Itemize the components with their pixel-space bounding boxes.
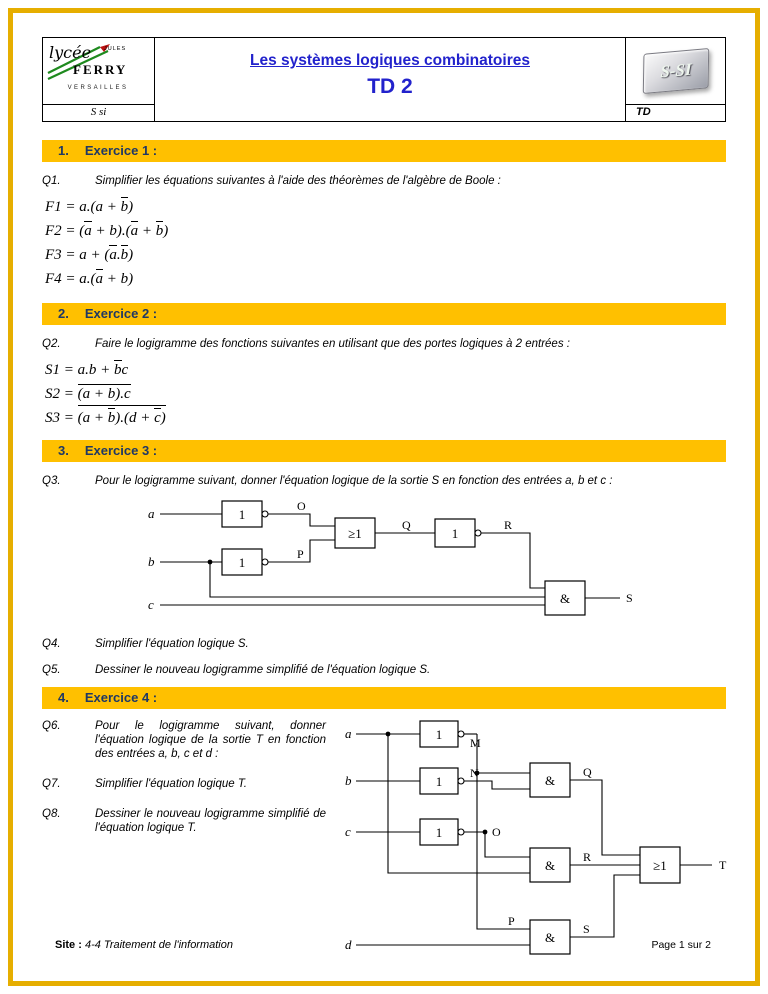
logo-city-text: VERSAILLES [67,85,129,91]
question-text: Faire le logigramme des fonctions suivantes en utilisant que des portes logiques à 2 entrées : [95,338,570,350]
question-text: Simplifier l'équation logique T. [95,778,247,790]
question-q1 [42,174,726,188]
equation: S1 = a.b + bc [45,362,129,378]
logo-ferry-text: FERRY [73,62,128,77]
overline-bar: a [130,223,139,239]
equation: F3 = a + (a.b) [45,247,134,263]
equation: F2 = (a + b).(a + b) [45,223,169,239]
section-number: 2. [58,306,69,321]
inverter-bubble [262,511,268,517]
node-label-n: N [470,766,479,780]
overline-bar: b [107,410,116,426]
node-label-q: Q [583,765,592,779]
exercise4-logigramme [326,719,740,967]
question-q6 [42,719,326,761]
question-label: Q8. [42,808,61,820]
question-q4 [42,637,726,651]
gate-symbol-and: & [544,773,556,788]
question-q5 [42,663,726,677]
overline-bar: b [114,362,122,378]
equation-list-exercise2 [45,358,726,430]
page-number: Page 1 sur 2 [651,939,711,951]
node-label-r: R [504,518,513,532]
overline-bar: a [109,247,117,263]
gate-symbol-and: & [544,858,556,873]
node-label-r: R [583,850,592,864]
gate-symbol-not: 1 [238,555,246,570]
gate-symbol-or: ≥1 [348,526,362,541]
gate-symbol-not: 1 [435,774,443,789]
section-number: 4. [58,690,69,705]
footer-site [55,939,233,951]
document-subtitle: TD 2 [367,75,413,98]
logic-diagram-2 [340,719,740,967]
gate-symbol-or: ≥1 [653,858,667,873]
node-label-o: O [297,499,306,513]
question-label: Q7. [42,778,61,790]
junction-dot [208,560,213,565]
question-text: Pour le logigramme suivant, donner l'équation logique de la sortie S en fonction des entrées a, b et c : [95,475,613,487]
inverter-bubble [262,559,268,565]
header-right-subcell: TD [626,104,725,121]
header-logo-cell [43,38,155,121]
node-label-t: T [719,858,727,872]
section-title: Exercice 2 : [84,306,158,321]
equation: F1 = a.(a + b) [45,199,134,215]
ssi-badge-area [626,38,725,104]
footer-site-label: Site : [55,939,82,951]
question-q2 [42,337,726,351]
exercise-1 [42,140,726,291]
header-badge-cell [625,38,725,121]
school-logo [43,38,154,104]
question-label: Q2. [42,338,61,350]
section-number: 1. [58,143,69,158]
question-text: Pour le logigramme suivant, donner l'équation logique de la sortie T en fonction des entrées a, b, c et d : [95,720,326,760]
logo-jules-text: JULES [104,46,127,52]
inverter-bubble [475,530,481,536]
section-header-1 [42,140,726,162]
input-label-a: a [345,726,352,741]
ssi-badge-label: S-SI [659,59,692,82]
overline-bar: c [154,410,161,426]
overline-bar: a [95,271,104,287]
question-text: Dessiner le nouveau logigramme simplifié de l'équation logique S. [95,664,431,676]
overline-bar: (a + b).c [77,386,131,402]
node-label-s: S [583,922,590,936]
question-q3 [42,474,726,488]
gate-symbol-and: & [559,591,571,606]
question-label: Q4. [42,638,61,650]
question-label: Q1. [42,175,61,187]
section-header-4 [42,687,726,709]
equation-list-exercise1 [45,195,726,291]
inverter-bubble [458,778,464,784]
junction-dot [483,830,488,835]
question-label: Q3. [42,475,61,487]
logo-script-text: lycée [49,43,92,62]
document-title: Les systèmes logiques combinatoires [250,52,530,69]
node-label-q: Q [402,518,411,532]
gate-symbol-and: & [544,930,556,945]
footer [55,939,711,951]
gate-symbol-not: 1 [451,526,459,541]
equation: S2 = (a + b).c [45,386,131,402]
school-logo-graphic [46,41,150,101]
logic-diagram-1 [140,498,640,628]
inverter-bubble [458,731,464,737]
input-label-d: d [345,937,352,952]
question-label: Q5. [42,664,61,676]
question-text: Dessiner le nouveau logigramme simplifié de l'équation logique T. [95,808,326,834]
question-text: Simplifier les équations suivantes à l'aide des théorèmes de l'algèbre de Boole : [95,175,501,187]
node-label-p: P [297,547,304,561]
section-title: Exercice 4 : [84,690,158,705]
question-q8 [42,807,326,835]
question-text: Simplifier l'équation logique S. [95,638,249,650]
section-number: 3. [58,443,69,458]
section-header-2 [42,303,726,325]
gate-symbol-not: 1 [435,727,443,742]
section-header-3 [42,440,726,462]
header-title-cell [155,38,625,121]
section-title: Exercice 1 : [84,143,158,158]
overline-bar: b [155,223,164,239]
exercise-3 [42,440,726,677]
gate-symbol-not: 1 [238,507,246,522]
input-label-c: c [148,597,154,612]
document-header [42,37,726,122]
page-border-frame [8,8,760,986]
node-label-p: P [508,914,515,928]
node-label-s: S [626,591,633,605]
junction-dot [386,732,391,737]
section-title: Exercice 3 : [84,443,158,458]
overline-bar: (a + b).(d + c) [78,405,166,426]
ssi-badge [642,48,708,94]
input-label-a: a [148,506,155,521]
equation: S3 = (a + b).(d + c) [45,406,726,430]
input-label-c: c [345,824,351,839]
exercise3-logigramme [140,498,640,628]
node-label-o: O [492,825,501,839]
input-label-b: b [345,773,352,788]
inverter-bubble [458,829,464,835]
overline-bar: b [120,247,129,263]
overline-bar: a [84,223,92,239]
exercise4-questions [42,719,326,967]
overline-bar: b [120,199,129,215]
header-left-subcell: S si [43,104,154,121]
input-label-b: b [148,554,155,569]
question-q7 [42,777,326,791]
gate-symbol-not: 1 [435,825,443,840]
question-label: Q6. [42,720,61,732]
equation: F4 = a.(a + b) [45,271,134,287]
exercise-4 [42,687,726,967]
footer-site-text: 4-4 Traitement de l'information [84,939,233,951]
node-label-m: M [470,736,481,750]
exercise-2 [42,303,726,430]
